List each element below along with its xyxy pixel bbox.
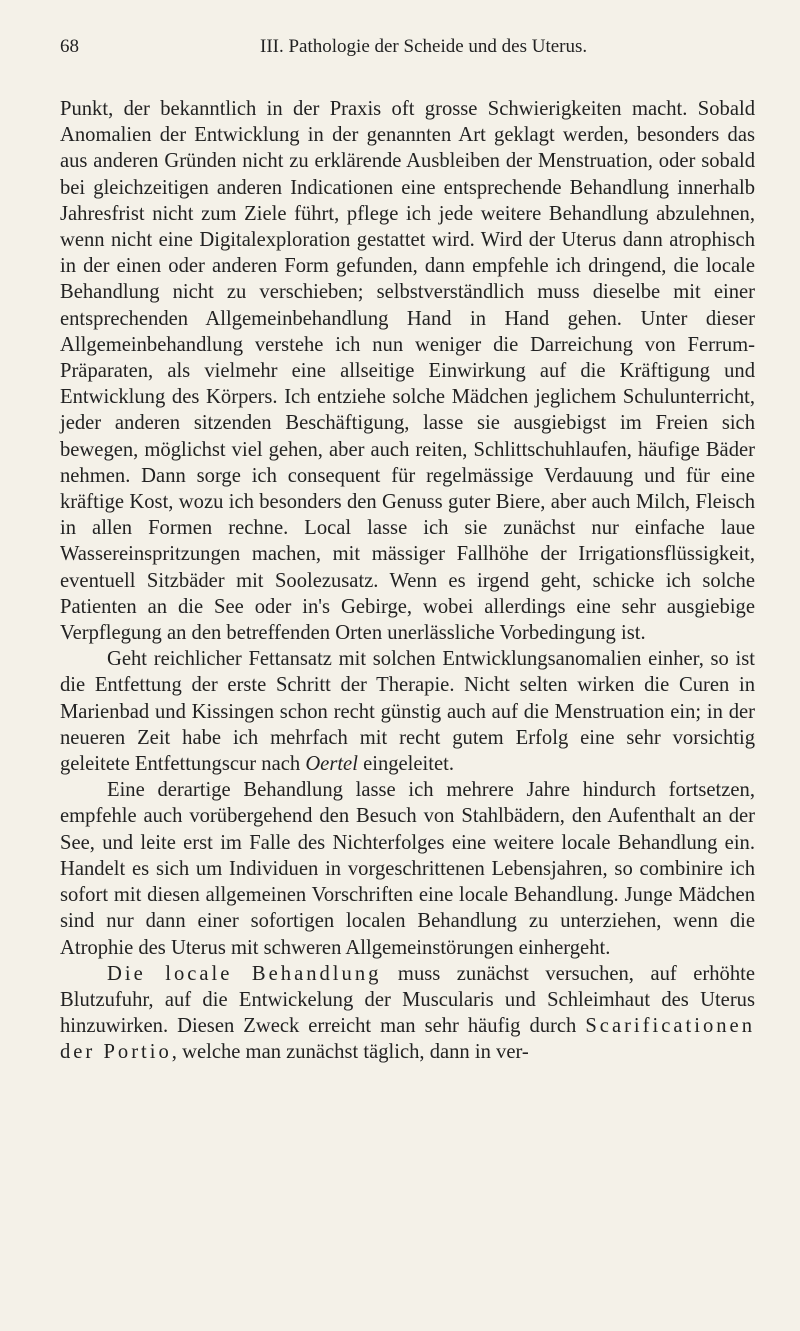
spaced-emphasis: Die locale Behandlung: [107, 962, 382, 985]
page-number: 68: [60, 36, 79, 57]
text-run: eingeleitet.: [357, 753, 454, 776]
text-run: , welche man zunächst täglich, dann in ver-: [171, 1041, 529, 1064]
text-run: muss zunächst versuchen, auf erhöhte Blutzufuhr, auf die Entwickelung der Muscularis und Schleimhaut des Uterus hinzuwirken. Diesen Zweck erreicht man sehr häufig durch: [60, 962, 755, 1038]
paragraph: [60, 961, 755, 1066]
running-title: III. Pathologie der Scheide und des Uterus.: [260, 36, 588, 57]
author-name-italic: Oertel: [305, 753, 358, 776]
body-text: [60, 96, 755, 1066]
paragraph: Eine derartige Behandlung lasse ich mehrere Jahre hindurch fortsetzen, empfehle auch vorübergehend den Besuch von Stahlbädern, den Aufenthalt an der See, und leite erst im Falle des Nichterfolges eine weitere locale Behandlung ein. Handelt es sich um Individuen in vorgeschrittenen Lebensjahren, so combinire ich sofort mit diesen allgemeinen Vorschriften eine locale Behandlung. Junge Mädchen sind nur dann einer sofortigen localen Behandlung zu unterziehen, wenn die Atrophie des Uterus mit schweren Allgemeinstörungen einhergeht.: [60, 779, 755, 959]
running-header: [60, 36, 755, 60]
text-run: Geht reichlicher Fettansatz mit solchen Entwicklungsanomalien einher, so ist die Entfettung der erste Schritt der Therapie. Nicht selten wirken die Curen in Marienbad und Kissingen schon recht günstig auch auf die Menstruation ein; in der neueren Zeit habe ich mehrfach mit recht gutem Erfolg eine sehr vorsichtig geleitete Entfettungscur nach: [60, 648, 755, 776]
spaced-emphasis: Scarificationen der Portio: [60, 1015, 755, 1064]
paragraph: [60, 646, 755, 777]
paragraph: Punkt, der bekanntlich in der Praxis oft grosse Schwierigkeiten macht. Sobald Anomalien der Entwicklung in der genannten Art geklagt werden, besonders das aus anderen Gründen nicht zu erklärende Ausbleiben der Menstruation, oder sobald bei gleichzeitigen anderen Indicationen eine entsprechende Behandlung innerhalb Jahresfrist nicht zum Ziele führt, pflege ich jede weitere Behandlung abzulehnen, wenn nicht eine Digitalexploration gestattet wird. Wird der Uterus dann atrophisch in der einen oder anderen Form gefunden, dann empfehle ich dringend, die locale Behandlung nicht zu verschieben; selbstverständlich muss dieselbe mit einer entsprechenden Allgemeinbehandlung Hand in Hand gehen. Unter dieser Allgemeinbehandlung verstehe ich nun weniger die Darreichung von Ferrum-Präparaten, als vielmehr eine allseitige Einwirkung auf die Kräftigung und Entwicklung des Körpers. Ich entziehe solche Mädchen jeglichem Schulunterricht, jeder anderen sitzenden Beschäftigung, lasse sie ausgiebigst im Freien sich bewegen, möglichst viel gehen, aber auch reiten, Schlittschuhlaufen, häufige Bäder nehmen. Dann sorge ich consequent für regelmässige Verdauung und für eine kräftige Kost, wozu ich besonders den Genuss guter Biere, aber auch Milch, Fleisch in allen Formen rechne. Local lasse ich sie zunächst nur einfache laue Wassereinspritzungen machen, mit mässiger Fallhöhe der Irrigationsflüssigkeit, eventuell Sitzbäder mit Soolezusatz. Wenn es irgend geht, schicke ich solche Patienten an die See oder in's Gebirge, wobei allerdings eine sehr ausgiebige Verpflegung an den betreffenden Orten unerlässliche Vorbedingung ist.: [60, 98, 755, 645]
